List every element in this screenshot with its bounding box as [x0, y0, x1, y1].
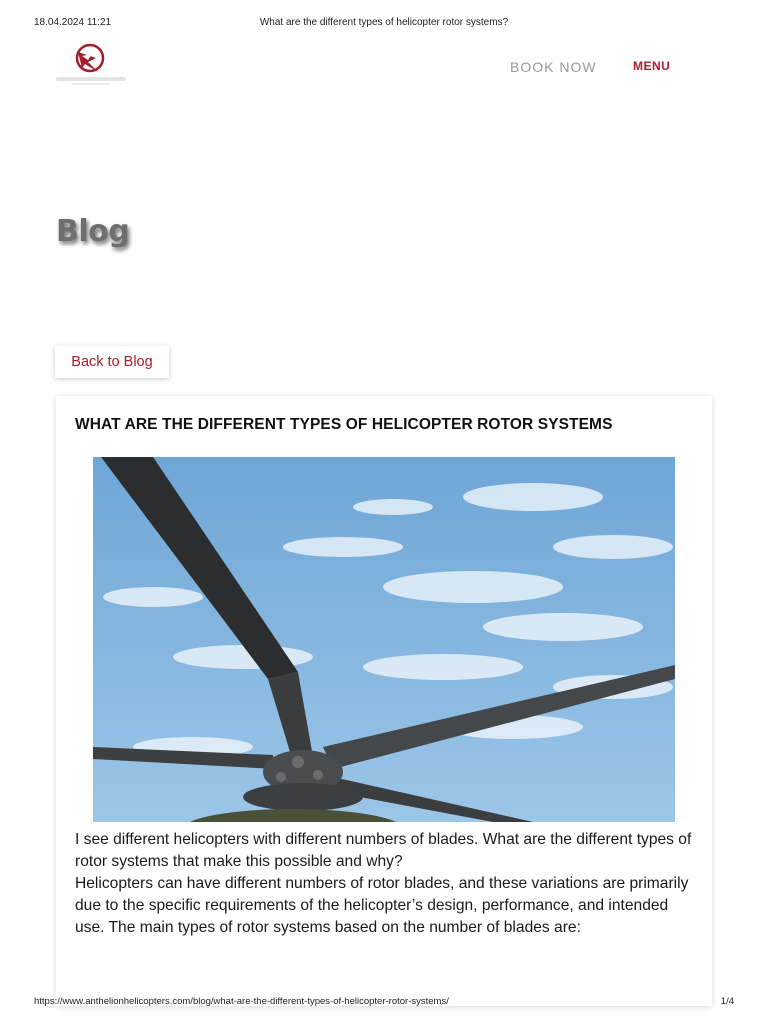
book-now-link[interactable]: BOOK NOW — [510, 59, 597, 75]
page-title: Blog — [56, 214, 130, 249]
print-doc-title: What are the different types of helicopter rotor systems? — [259, 17, 509, 28]
article-body — [75, 829, 695, 939]
article-title: WHAT ARE THE DIFFERENT TYPES OF HELICOPTER ROTOR SYSTEMS — [75, 416, 613, 433]
print-page-number: 1/4 — [720, 996, 734, 1007]
article-paragraph: Helicopters can have different numbers of rotor blades, and these variations are primarily due to the specific requirements of the helicopter’s design, performance, and intended use. The main types of rotor systems based on the number of blades are: — [75, 875, 689, 936]
print-url: https://www.anthelionhelicopters.com/blog/what-are-the-different-types-of-helicopter-rotor-systems/ — [34, 996, 449, 1007]
print-datetime: 18.04.2024 11:21 — [34, 17, 112, 28]
site-logo-icon[interactable] — [52, 42, 132, 90]
print-header — [0, 0, 768, 30]
menu-button[interactable]: MENU — [633, 59, 671, 73]
article-card — [56, 396, 712, 1006]
back-to-blog-button[interactable]: Back to Blog — [55, 346, 169, 378]
print-footer — [0, 994, 768, 1014]
rotor-hub-photo — [93, 457, 675, 822]
article-paragraph: I see different helicopters with different numbers of blades. What are the different types of rotor systems that make this possible and why? — [75, 831, 692, 870]
